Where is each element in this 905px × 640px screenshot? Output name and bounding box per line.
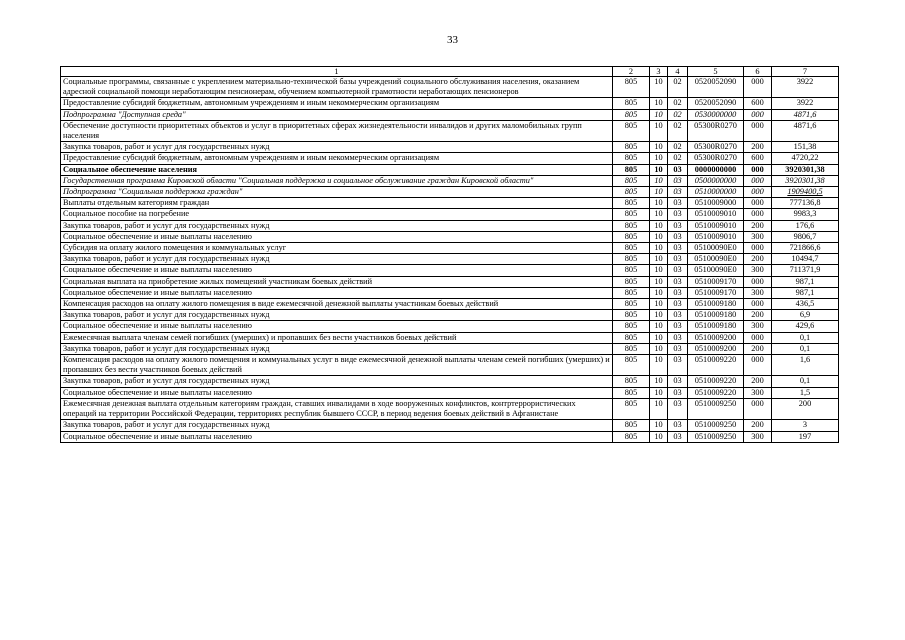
ved-code-cell: 805 [613, 420, 650, 431]
amount-cell: 4871,6 [772, 120, 839, 141]
table-row [61, 109, 839, 120]
table-row [61, 387, 839, 398]
amount-cell: 200 [772, 398, 839, 419]
amount-cell: 10494,7 [772, 254, 839, 265]
target-article-cell: 0510009010 [688, 231, 744, 242]
ved-code-cell: 805 [613, 220, 650, 231]
subsection-code-cell: 03 [668, 187, 688, 198]
ved-code-cell: 805 [613, 243, 650, 254]
section-code-cell: 10 [650, 376, 668, 387]
section-code-cell: 10 [650, 98, 668, 109]
subsection-code-cell: 03 [668, 164, 688, 175]
row-name-cell: Закупка товаров, работ и услуг для государственных нужд [61, 420, 613, 431]
expense-type-cell: 000 [744, 187, 772, 198]
table-row [61, 243, 839, 254]
row-name-cell: Социальные программы, связанные с укреплением материально-технической базы учреждений социального обслуживания населения, оказанием адресной социальной помощи неработающим пенсионерам, обучением компьютерной грамотности неработающих пенсионеров [61, 77, 613, 98]
subsection-code-cell: 03 [668, 209, 688, 220]
table-row [61, 355, 839, 376]
table-body [61, 77, 839, 443]
table-row [61, 420, 839, 431]
section-code-cell: 10 [650, 321, 668, 332]
table-row [61, 220, 839, 231]
expense-type-cell: 000 [744, 164, 772, 175]
row-name-cell: Закупка товаров, работ и услуг для государственных нужд [61, 254, 613, 265]
section-code-cell: 10 [650, 287, 668, 298]
expense-type-cell: 000 [744, 120, 772, 141]
amount-cell: 987,1 [772, 276, 839, 287]
table-row [61, 343, 839, 354]
ved-code-cell: 805 [613, 355, 650, 376]
amount-cell: 0,1 [772, 332, 839, 343]
subsection-code-cell: 03 [668, 276, 688, 287]
target-article-cell: 05100090E0 [688, 254, 744, 265]
ved-code-cell: 805 [613, 343, 650, 354]
row-name-cell: Компенсация расходов на оплату жилого помещения в виде ежемесячной денежной выплаты участникам боевых действий [61, 299, 613, 310]
ved-code-cell: 805 [613, 187, 650, 198]
ved-code-cell: 805 [613, 164, 650, 175]
expense-type-cell: 600 [744, 153, 772, 164]
expense-type-cell: 300 [744, 265, 772, 276]
row-name-cell: Субсидия на оплату жилого помещения и коммунальных услуг [61, 243, 613, 254]
target-article-cell: 0510009180 [688, 321, 744, 332]
ved-code-cell: 805 [613, 175, 650, 186]
target-article-cell: 0510009180 [688, 299, 744, 310]
subsection-code-cell: 03 [668, 343, 688, 354]
expense-type-cell: 000 [744, 243, 772, 254]
target-article-cell: 0510000000 [688, 187, 744, 198]
section-code-cell: 10 [650, 254, 668, 265]
expense-type-cell: 200 [744, 420, 772, 431]
ved-code-cell: 805 [613, 120, 650, 141]
section-code-cell: 10 [650, 187, 668, 198]
row-name-cell: Государственная программа Кировской области "Социальная поддержка и социальное обслуживание граждан Кировской области" [61, 175, 613, 186]
target-article-cell: 0510009220 [688, 376, 744, 387]
row-name-cell: Социальное обеспечение и иные выплаты населению [61, 387, 613, 398]
subsection-code-cell: 03 [668, 387, 688, 398]
table-row [61, 198, 839, 209]
section-code-cell: 10 [650, 109, 668, 120]
expense-type-cell: 300 [744, 321, 772, 332]
table-row [61, 187, 839, 198]
amount-cell: 9806,7 [772, 231, 839, 242]
table-row [61, 164, 839, 175]
subsection-code-cell: 03 [668, 231, 688, 242]
table-row [61, 376, 839, 387]
ved-code-cell: 805 [613, 321, 650, 332]
row-name-cell: Закупка товаров, работ и услуг для государственных нужд [61, 376, 613, 387]
ved-code-cell: 805 [613, 209, 650, 220]
expense-type-cell: 000 [744, 109, 772, 120]
subsection-code-cell: 02 [668, 120, 688, 141]
ved-code-cell: 805 [613, 376, 650, 387]
target-article-cell: 0510009010 [688, 209, 744, 220]
subsection-code-cell: 03 [668, 265, 688, 276]
table-row [61, 98, 839, 109]
expense-type-cell: 000 [744, 332, 772, 343]
expense-type-cell: 000 [744, 209, 772, 220]
table-row [61, 175, 839, 186]
amount-cell: 777136,8 [772, 198, 839, 209]
table-row [61, 276, 839, 287]
subsection-code-cell: 03 [668, 355, 688, 376]
row-name-cell: Социальное обеспечение населения [61, 164, 613, 175]
subsection-code-cell: 02 [668, 77, 688, 98]
ved-code-cell: 805 [613, 299, 650, 310]
target-article-cell: 05300R0270 [688, 142, 744, 153]
amount-cell: 176,6 [772, 220, 839, 231]
target-article-cell: 0510009250 [688, 431, 744, 442]
expense-type-cell: 000 [744, 77, 772, 98]
amount-cell: 3920301,38 [772, 175, 839, 186]
section-code-cell: 10 [650, 276, 668, 287]
row-name-cell: Социальное обеспечение и иные выплаты населению [61, 321, 613, 332]
section-code-cell: 10 [650, 220, 668, 231]
subsection-code-cell: 02 [668, 153, 688, 164]
column-header: 2 [613, 67, 650, 77]
target-article-cell: 05300R0270 [688, 120, 744, 141]
table-row [61, 332, 839, 343]
target-article-cell: 05100090E0 [688, 265, 744, 276]
header-row [61, 67, 839, 77]
subsection-code-cell: 03 [668, 299, 688, 310]
table-row [61, 254, 839, 265]
row-name-cell: Подпрограмма "Доступная среда" [61, 109, 613, 120]
ved-code-cell: 805 [613, 231, 650, 242]
subsection-code-cell: 03 [668, 420, 688, 431]
target-article-cell: 0510009220 [688, 387, 744, 398]
amount-cell: 711371,9 [772, 265, 839, 276]
amount-cell: 3922 [772, 98, 839, 109]
target-article-cell: 0510009010 [688, 220, 744, 231]
amount-cell: 197 [772, 431, 839, 442]
subsection-code-cell: 02 [668, 142, 688, 153]
table-row [61, 120, 839, 141]
amount-cell: 0,1 [772, 376, 839, 387]
row-name-cell: Социальная выплата на приобретение жилых помещений участникам боевых действий [61, 276, 613, 287]
target-article-cell: 0510009170 [688, 276, 744, 287]
expense-type-cell: 200 [744, 220, 772, 231]
subsection-code-cell: 03 [668, 376, 688, 387]
column-header: 4 [668, 67, 688, 77]
column-header: 3 [650, 67, 668, 77]
amount-cell: 3922 [772, 77, 839, 98]
row-name-cell: Социальное пособие на погребение [61, 209, 613, 220]
target-article-cell: 0510009170 [688, 287, 744, 298]
amount-cell: 987,1 [772, 287, 839, 298]
subsection-code-cell: 03 [668, 243, 688, 254]
amount-cell: 3920301,38 [772, 164, 839, 175]
target-article-cell: 0510009250 [688, 398, 744, 419]
row-name-cell: Закупка товаров, работ и услуг для государственных нужд [61, 220, 613, 231]
target-article-cell: 05300R0270 [688, 153, 744, 164]
subsection-code-cell: 03 [668, 198, 688, 209]
table-row [61, 231, 839, 242]
expense-type-cell: 000 [744, 299, 772, 310]
expense-type-cell: 300 [744, 231, 772, 242]
table-row [61, 142, 839, 153]
expense-type-cell: 300 [744, 387, 772, 398]
expense-type-cell: 000 [744, 355, 772, 376]
ved-code-cell: 805 [613, 332, 650, 343]
row-name-cell: Компенсация расходов на оплату жилого помещения и коммунальных услуг в виде ежемесячной денежной выплаты членам семей погибших (умерших) и пропавших без вести участников боевых действий [61, 355, 613, 376]
target-article-cell: 0510009220 [688, 355, 744, 376]
amount-cell: 0,1 [772, 343, 839, 354]
target-article-cell: 0000000000 [688, 164, 744, 175]
budget-table [60, 66, 839, 443]
ved-code-cell: 805 [613, 77, 650, 98]
ved-code-cell: 805 [613, 398, 650, 419]
section-code-cell: 10 [650, 209, 668, 220]
row-name-cell: Ежемесячная денежная выплата отдельным категориям граждан, ставших инвалидами в ходе вооруженных конфликтов, контртеррористических операций на территории Российской Федерации, территориях республик бывшего СССР, в период ведения боевых действий в Афганистане [61, 398, 613, 419]
expense-type-cell: 000 [744, 276, 772, 287]
table-row [61, 310, 839, 321]
row-name-cell: Социальное обеспечение и иные выплаты населению [61, 231, 613, 242]
expense-type-cell: 300 [744, 431, 772, 442]
section-code-cell: 10 [650, 299, 668, 310]
expense-type-cell: 000 [744, 198, 772, 209]
amount-cell: 429,6 [772, 321, 839, 332]
table-row [61, 209, 839, 220]
subsection-code-cell: 03 [668, 431, 688, 442]
target-article-cell: 05100090E0 [688, 243, 744, 254]
target-article-cell: 0530000000 [688, 109, 744, 120]
subsection-code-cell: 03 [668, 321, 688, 332]
row-name-cell: Социальное обеспечение и иные выплаты населению [61, 431, 613, 442]
ved-code-cell: 805 [613, 310, 650, 321]
section-code-cell: 10 [650, 153, 668, 164]
section-code-cell: 10 [650, 343, 668, 354]
table-row [61, 299, 839, 310]
ved-code-cell: 805 [613, 387, 650, 398]
row-name-cell: Предоставление субсидий бюджетным, автономным учреждениям и иным некоммерческим организациям [61, 153, 613, 164]
subsection-code-cell: 03 [668, 254, 688, 265]
expense-type-cell: 200 [744, 343, 772, 354]
row-name-cell: Обеспечение доступности приоритетных объектов и услуг в приоритетных сферах жизнедеятельности инвалидов и других маломобильных групп населения [61, 120, 613, 141]
table-row [61, 153, 839, 164]
section-code-cell: 10 [650, 120, 668, 141]
row-name-cell: Закупка товаров, работ и услуг для государственных нужд [61, 343, 613, 354]
ved-code-cell: 805 [613, 287, 650, 298]
subsection-code-cell: 03 [668, 310, 688, 321]
ved-code-cell: 805 [613, 276, 650, 287]
column-header: 5 [688, 67, 744, 77]
amount-cell: 151,38 [772, 142, 839, 153]
target-article-cell: 0520052090 [688, 98, 744, 109]
column-header: 7 [772, 67, 839, 77]
ved-code-cell: 805 [613, 153, 650, 164]
ved-code-cell: 805 [613, 98, 650, 109]
subsection-code-cell: 02 [668, 109, 688, 120]
amount-cell: 9983,3 [772, 209, 839, 220]
target-article-cell: 0510009200 [688, 332, 744, 343]
amount-cell: 6,9 [772, 310, 839, 321]
section-code-cell: 10 [650, 265, 668, 276]
target-article-cell: 0510009200 [688, 343, 744, 354]
expense-type-cell: 200 [744, 376, 772, 387]
table-row [61, 287, 839, 298]
target-article-cell: 0510009250 [688, 420, 744, 431]
amount-cell: 1909400,5 [772, 187, 839, 198]
section-code-cell: 10 [650, 77, 668, 98]
subsection-code-cell: 03 [668, 398, 688, 419]
subsection-code-cell: 02 [668, 98, 688, 109]
row-name-cell: Предоставление субсидий бюджетным, автономным учреждениям и иным некоммерческим организациям [61, 98, 613, 109]
section-code-cell: 10 [650, 243, 668, 254]
expense-type-cell: 000 [744, 175, 772, 186]
target-article-cell: 0520052090 [688, 77, 744, 98]
ved-code-cell: 805 [613, 109, 650, 120]
column-header: 6 [744, 67, 772, 77]
row-name-cell: Закупка товаров, работ и услуг для государственных нужд [61, 142, 613, 153]
amount-cell: 3 [772, 420, 839, 431]
table-row [61, 265, 839, 276]
section-code-cell: 10 [650, 231, 668, 242]
subsection-code-cell: 03 [668, 287, 688, 298]
expense-type-cell: 600 [744, 98, 772, 109]
section-code-cell: 10 [650, 164, 668, 175]
row-name-cell: Социальное обеспечение и иные выплаты населению [61, 265, 613, 276]
amount-cell: 1,6 [772, 355, 839, 376]
expense-type-cell: 200 [744, 142, 772, 153]
row-name-cell: Социальное обеспечение и иные выплаты населению [61, 287, 613, 298]
section-code-cell: 10 [650, 198, 668, 209]
table-row [61, 77, 839, 98]
subsection-code-cell: 03 [668, 175, 688, 186]
amount-cell: 4871,6 [772, 109, 839, 120]
section-code-cell: 10 [650, 387, 668, 398]
ved-code-cell: 805 [613, 254, 650, 265]
amount-cell: 436,5 [772, 299, 839, 310]
row-name-cell: Ежемесячная выплата членам семей погибших (умерших) и пропавших без вести участников боевых действий [61, 332, 613, 343]
section-code-cell: 10 [650, 355, 668, 376]
row-name-cell: Выплаты отдельным категориям граждан [61, 198, 613, 209]
amount-cell: 1,5 [772, 387, 839, 398]
target-article-cell: 0510009000 [688, 198, 744, 209]
row-name-cell: Закупка товаров, работ и услуг для государственных нужд [61, 310, 613, 321]
section-code-cell: 10 [650, 175, 668, 186]
section-code-cell: 10 [650, 310, 668, 321]
table-row [61, 398, 839, 419]
table-row [61, 431, 839, 442]
expense-type-cell: 300 [744, 287, 772, 298]
row-name-cell: Подпрограмма "Социальная поддержка граждан" [61, 187, 613, 198]
target-article-cell: 0500000000 [688, 175, 744, 186]
subsection-code-cell: 03 [668, 220, 688, 231]
amount-cell: 4720,22 [772, 153, 839, 164]
page-number: 33 [447, 34, 458, 46]
ved-code-cell: 805 [613, 431, 650, 442]
column-header: 1 [61, 67, 613, 77]
ved-code-cell: 805 [613, 142, 650, 153]
expense-type-cell: 000 [744, 398, 772, 419]
expense-type-cell: 200 [744, 310, 772, 321]
section-code-cell: 10 [650, 142, 668, 153]
section-code-cell: 10 [650, 431, 668, 442]
subsection-code-cell: 03 [668, 332, 688, 343]
section-code-cell: 10 [650, 398, 668, 419]
ved-code-cell: 805 [613, 265, 650, 276]
table-row [61, 321, 839, 332]
ved-code-cell: 805 [613, 198, 650, 209]
target-article-cell: 0510009180 [688, 310, 744, 321]
amount-cell: 721866,6 [772, 243, 839, 254]
expense-type-cell: 200 [744, 254, 772, 265]
section-code-cell: 10 [650, 420, 668, 431]
section-code-cell: 10 [650, 332, 668, 343]
